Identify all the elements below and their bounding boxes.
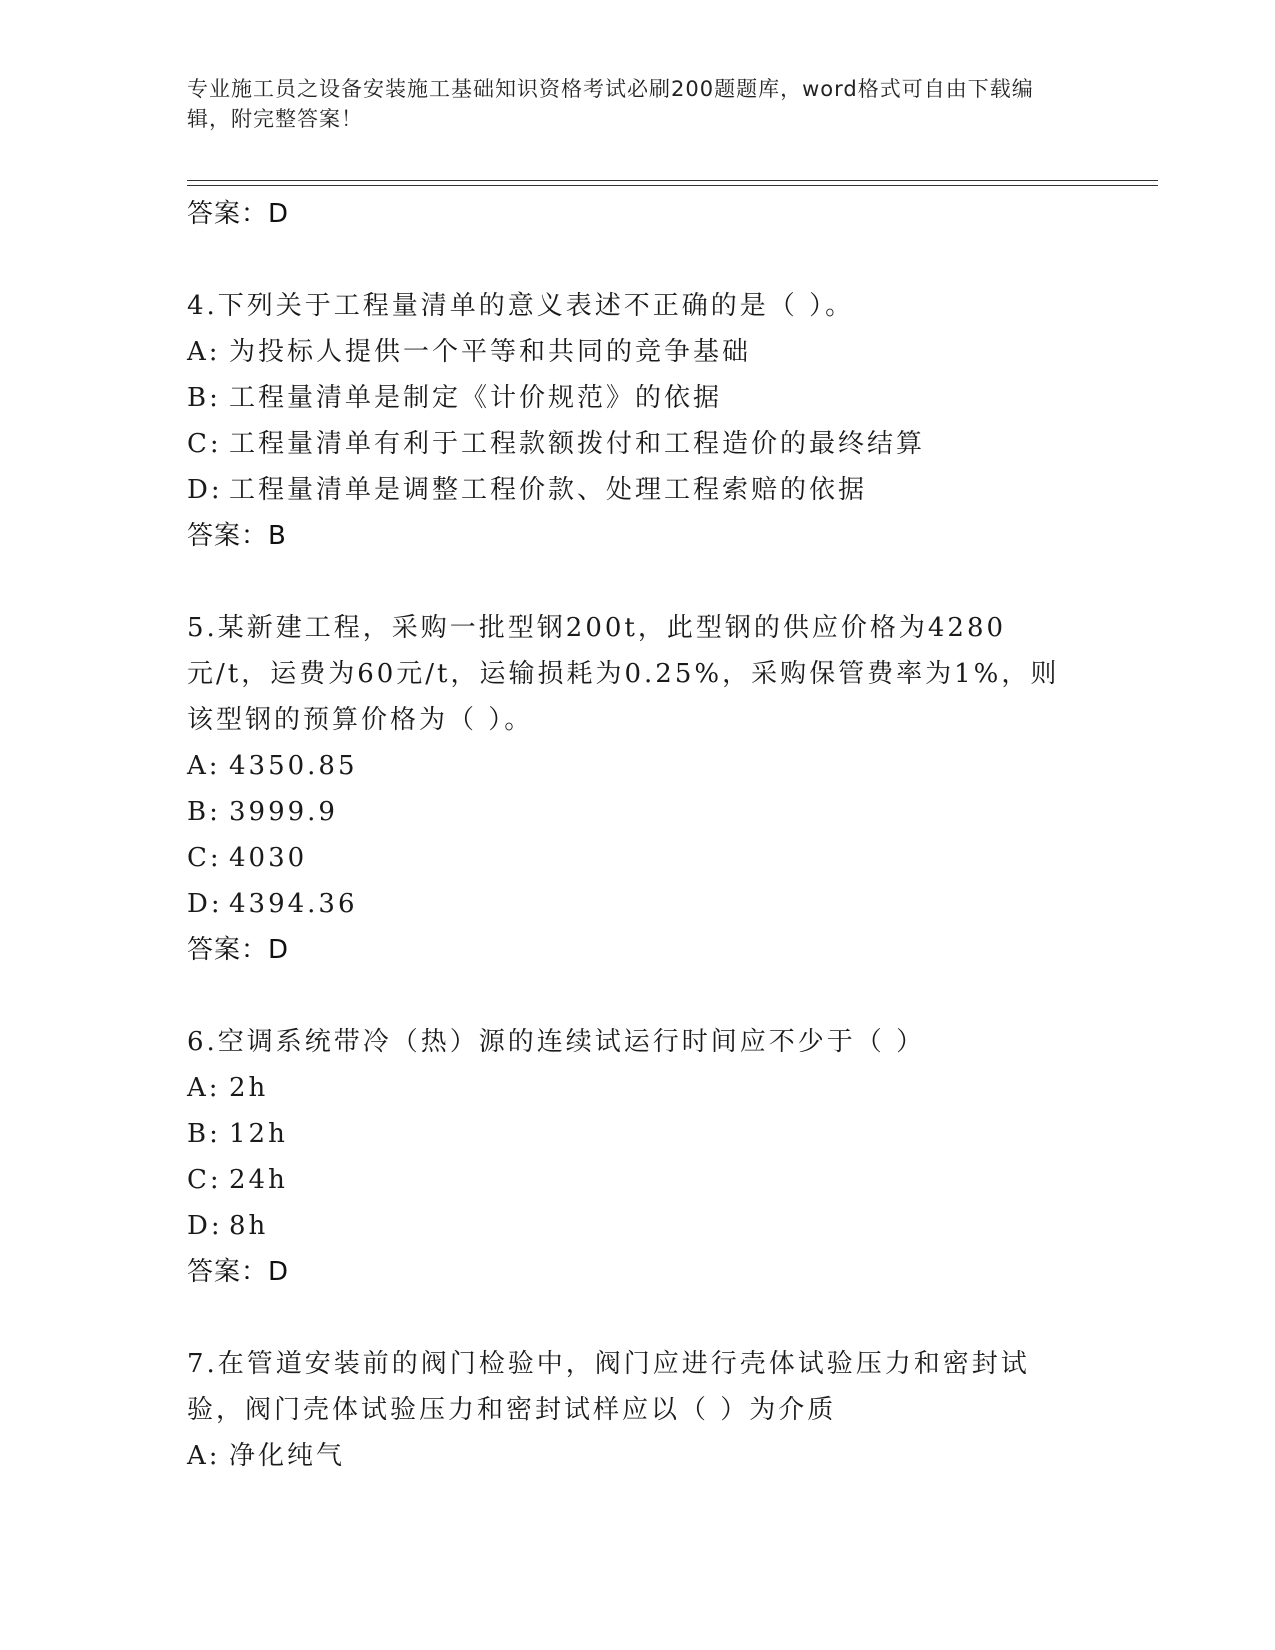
option-key: B: — [187, 383, 221, 413]
header-divider — [187, 180, 1158, 186]
option-c — [187, 835, 1087, 881]
question-4 — [187, 283, 1087, 559]
question-stem: 4.下列关于工程量清单的意义表述不正确的是（ ）。 — [187, 291, 855, 321]
question-gap — [187, 559, 1087, 605]
question-7 — [187, 1341, 1087, 1479]
page-header: 专业施工员之设备安装施工基础知识资格考试必刷200题题库，word格式可自由下载编辑，附完整答案！ — [187, 77, 1034, 131]
option-key: A: — [187, 337, 221, 367]
previous-answer: 答案：D — [187, 199, 290, 229]
answer-line: 答案：D — [187, 1257, 290, 1287]
option-d — [187, 467, 1087, 513]
question-stem: 7.在管道安装前的阀门检验中，阀门应进行壳体试验压力和密封试验，阀门壳体试验压力和密封试样应以（ ）为介质 — [187, 1349, 1030, 1425]
option-key: C: — [187, 1165, 222, 1195]
option-c — [187, 1157, 1087, 1203]
option-a — [187, 329, 1087, 375]
option-text: 8h — [229, 1211, 269, 1241]
option-key: B: — [187, 797, 221, 827]
option-key: A: — [187, 751, 221, 781]
option-text: 工程量清单是制定《计价规范》的依据 — [229, 383, 723, 413]
option-text: 净化纯气 — [229, 1441, 346, 1471]
option-key: B: — [187, 1119, 221, 1149]
option-a — [187, 1065, 1087, 1111]
option-key: A: — [187, 1441, 221, 1471]
option-text: 4030 — [229, 843, 308, 873]
option-b — [187, 789, 1087, 835]
option-text: 2h — [229, 1073, 269, 1103]
question-stem: 6.空调系统带冷（热）源的连续试运行时间应不少于（ ） — [187, 1027, 926, 1057]
option-text: 为投标人提供一个平等和共同的竞争基础 — [229, 337, 752, 367]
option-a — [187, 743, 1087, 789]
option-b — [187, 1111, 1087, 1157]
option-d — [187, 881, 1087, 927]
question-6 — [187, 1019, 1087, 1295]
option-c — [187, 421, 1087, 467]
option-key: C: — [187, 843, 222, 873]
question-list — [187, 191, 1087, 1479]
option-key: C: — [187, 429, 222, 459]
option-d — [187, 1203, 1087, 1249]
question-gap — [187, 973, 1087, 1019]
option-text: 4394.36 — [229, 889, 358, 919]
question-5 — [187, 605, 1087, 973]
option-key: D: — [187, 889, 223, 919]
question-gap — [187, 237, 1087, 283]
question-gap — [187, 1295, 1087, 1341]
option-b — [187, 375, 1087, 421]
option-text: 工程量清单有利于工程款额拨付和工程造价的最终结算 — [229, 429, 926, 459]
option-text: 3999.9 — [229, 797, 338, 827]
option-text: 12h — [229, 1119, 288, 1149]
answer-line: 答案：D — [187, 935, 290, 965]
option-key: D: — [187, 1211, 223, 1241]
option-text: 24h — [229, 1165, 288, 1195]
option-text: 4350.85 — [229, 751, 358, 781]
option-key: A: — [187, 1073, 221, 1103]
option-key: D: — [187, 475, 223, 505]
option-text: 工程量清单是调整工程价款、处理工程索赔的依据 — [229, 475, 868, 505]
option-a — [187, 1433, 1087, 1479]
question-stem: 5.某新建工程，采购一批型钢200t，此型钢的供应价格为4280元/t，运费为60元/t，运输损耗为0.25%，采购保管费率为1%，则该型钢的预算价格为（ ）。 — [187, 613, 1060, 735]
answer-line: 答案：B — [187, 521, 287, 551]
